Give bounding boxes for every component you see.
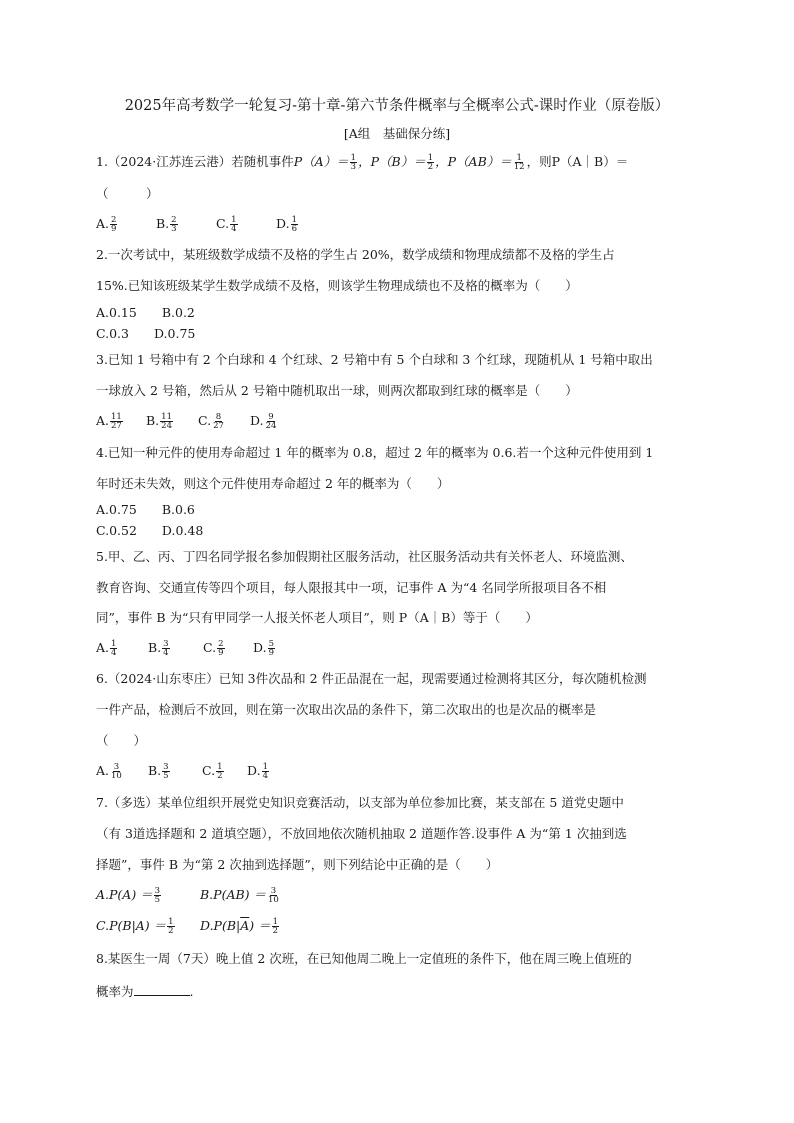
option-a: A. $\frac{2}{9}$ [96, 215, 117, 234]
question-2-line-2: 15%.已知该班级某学生数学成绩不及格，则该学生物理成绩也不及格的概率为（ ） [96, 278, 578, 293]
question-3-options [96, 413, 278, 430]
option-d: $D.P(B|\overline{A})$ ＝ $\frac{1}{2}$ [200, 917, 279, 936]
option-d: D. $\frac{1}{4}$ [247, 762, 268, 781]
answer-blank[interactable] [134, 983, 190, 996]
question-8-line-2: 概率为 . [96, 984, 194, 999]
question-7-options-row-2 [96, 918, 280, 935]
question-4-line-2: 年时还未失效，则这个元件使用寿命超过 2 年的概率为（ ） [96, 476, 450, 491]
question-7-options-row-1 [96, 887, 281, 904]
question-3-line-1: 3.已知 1 号箱中有 2 个白球和 4 个红球、2 号箱中有 5 个白球和 3 个红球，现随机从 1 号箱中取出 [96, 352, 653, 367]
question-5-line-2: 教育咨询、交通宣传等四个项目，每人限报其中一项，记事件 A 为“4 名同学所报项目各不相 [96, 580, 607, 595]
option-a: A.P(A) ＝ $\frac{3}{5}$ [96, 886, 161, 905]
option-a: A. $\frac{1}{4}$ [96, 639, 117, 658]
option-d: D. $\frac{9}{24}$ [250, 412, 277, 431]
option-c: C. $\frac{8}{27}$ [198, 412, 224, 431]
option-a: A. $\frac{3}{10}$ [96, 762, 122, 781]
question-1-options [96, 216, 299, 233]
section-heading: [A组 基础保分练] [343, 126, 451, 141]
option-b: B. $\frac{3}{4}$ [148, 639, 169, 658]
question-7-line-3: 择题”，事件 B 为“第 2 次抽到选择题”，则下列结论中正确的是（ ） [96, 857, 499, 872]
option-b: B. $\frac{2}{3}$ [156, 215, 177, 234]
option-b: B. $\frac{3}{5}$ [148, 762, 169, 781]
fraction: $\frac{1}{2}$ [427, 153, 434, 172]
question-1-stem: 1.（2024·江苏连云港）若随机事件P（A）＝ $\frac{1}{3}$ ，P（B）＝ $\frac{1}{2}$ ，P（AB）＝ $\frac{1}{12}$ ，则P（A｜B）＝ [96, 153, 629, 172]
question-6-line-2: 一件产品，检测后不放回，则在第一次取出次品的条件下，第二次取出的也是次品的概率是 [96, 702, 597, 717]
question-5-line-1: 5.甲、乙、丙、丁四名同学报名参加假期社区服务活动，社区服务活动共有关怀老人、环境监测、 [96, 549, 633, 564]
question-4-line-1: 4.已知一种元件的使用寿命超过 1 年的概率为 0.8，超过 2 年的概率为 0.6.若一个这种元件使用到 1 [96, 445, 654, 460]
option-b: B. $\frac{11}{24}$ [146, 412, 172, 431]
fraction: $\frac{1}{3}$ [350, 153, 357, 172]
option-c: C.P(B|A) ＝ $\frac{1}{2}$ [96, 917, 174, 936]
question-2-options-row-1: A.0.15 B.0.2 [96, 305, 195, 320]
question-4-options-row-1: A.0.75 B.0.6 [96, 502, 195, 517]
document-title: 2025年高考数学一轮复习-第十章-第六节条件概率与全概率公式-课时作业（原卷版） [124, 98, 670, 114]
question-2-line-1: 2.一次考试中，某班级数学成绩不及格的学生占 20%，数学成绩和物理成绩都不及格的学生占 [96, 247, 615, 262]
question-4-options-row-2: C.0.52 D.0.48 [96, 523, 204, 538]
option-c: C. $\frac{1}{2}$ [202, 762, 223, 781]
question-6-line-1: 6.（2024·山东枣庄）已知 3件次品和 2 件正品混在一起，现需要通过检测将其区分，每次随机检测 [96, 671, 647, 686]
option-a: A. $\frac{11}{27}$ [96, 412, 122, 431]
question-1-answer-paren: （ ） [96, 186, 159, 201]
option-c: C. $\frac{1}{4}$ [216, 215, 237, 234]
option-d: D. $\frac{5}{9}$ [253, 639, 274, 658]
question-5-options [96, 640, 276, 657]
option-c: C. $\frac{2}{9}$ [203, 639, 224, 658]
fraction: $\frac{1}{12}$ [513, 153, 525, 172]
option-b: B.P(AB) ＝ $\frac{3}{10}$ [200, 886, 279, 905]
question-2-options-row-2: C.0.3 D.0.75 [96, 326, 196, 341]
question-6-answer-paren: （ ） [96, 733, 147, 748]
question-5-line-3: 同”，事件 B 为“只有甲同学一人报关怀老人项目”，则 P（A｜B）等于（ ） [96, 610, 538, 625]
question-7-line-1: 7.（多选）某单位组织开展党史知识竞赛活动，以支部为单位参加比赛，某支部在 5 道党史题中 [96, 795, 624, 810]
question-3-line-2: 一球放入 2 号箱，然后从 2 号箱中随机取出一球，则两次都取到红球的概率是（ ） [96, 383, 578, 398]
question-6-options [96, 763, 270, 780]
question-8-line-1: 8.某医生一周（7天）晚上值 2 次班，在已知他周二晚上一定值班的条件下，他在周三晚上值班的 [96, 951, 632, 966]
option-d: D. $\frac{1}{6}$ [276, 215, 297, 234]
question-7-line-2: （有 3道选择题和 2 道填空题），不放回地依次随机抽取 2 道题作答.设事件 A 为“第 1 次抽到选 [96, 826, 627, 841]
